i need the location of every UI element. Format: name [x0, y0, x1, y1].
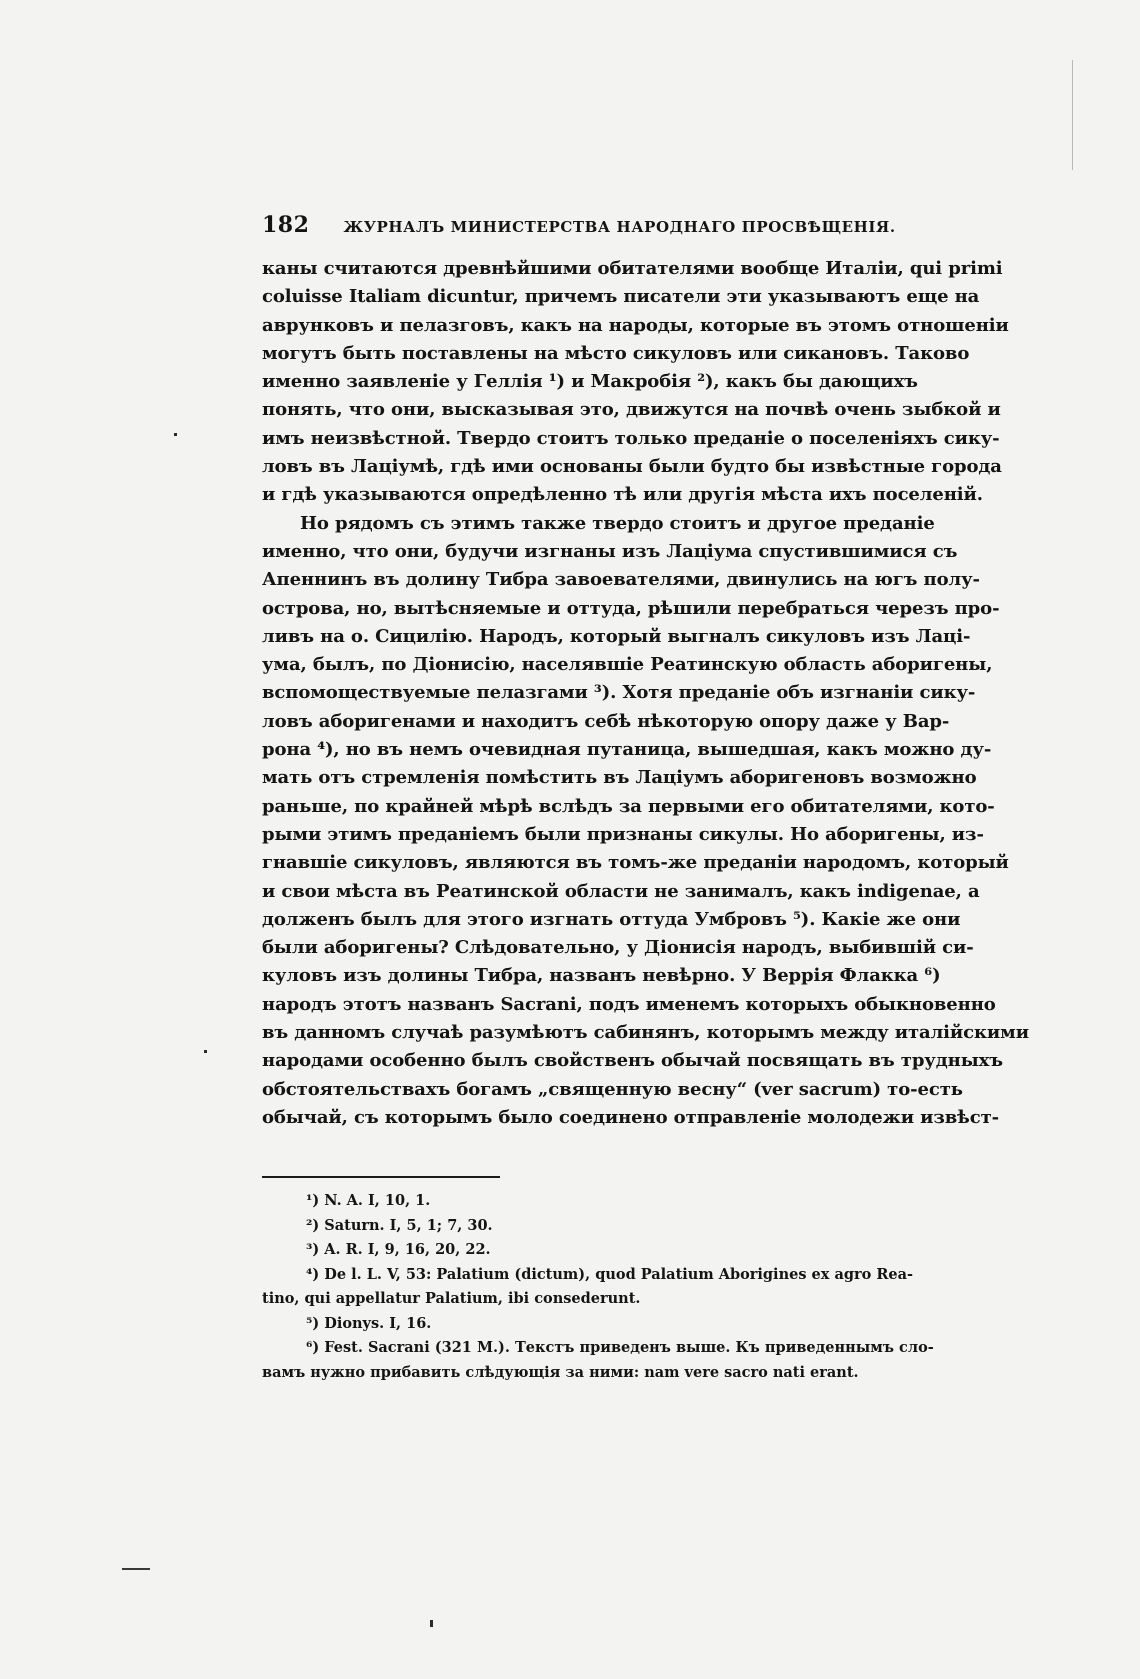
text-line: ливъ на о. Сицилію. Народъ, который выгналъ сикуловъ изъ Лаці- [262, 625, 971, 647]
text-line: рона ⁴), но въ немъ очевидная путаница, вышедшая, какъ можно ду- [262, 739, 992, 761]
text-line: именно заявленіе у Геллія ¹) и Макробія ²), какъ бы дающихъ [262, 371, 918, 393]
text-line: гнавшіе сикуловъ, являются въ томъ-же преданіи народомъ, который [262, 852, 1009, 874]
text-line: и гдѣ указываются опредѣленно тѣ или другія мѣста ихъ поселеній. [262, 484, 983, 506]
text-line: и свои мѣста въ Реатинской области не занималъ, какъ indigenae, а [262, 880, 980, 902]
text-line: вспомоществуемые пелазгами ³). Хотя преданіе объ изгнаніи сику- [262, 682, 976, 704]
scan-speck [430, 1620, 433, 1627]
scan-speck [174, 433, 177, 436]
text-line: ловъ въ Лаціумѣ, гдѣ ими основаны были будто бы извѣстные города [262, 456, 1002, 478]
footnote-1: ¹) N. A. I, 10, 1. [306, 1192, 431, 1209]
body-text [262, 255, 1029, 1132]
text-line: могутъ быть поставлены на мѣсто сикуловъ или сикановъ. Таково [262, 342, 970, 364]
text-line: coluisse Italiam dicuntur, причемъ писатели эти указываютъ еще на [262, 286, 980, 308]
text-line: были аборигены? Слѣдовательно, у Діонисія народъ, выбившій си- [262, 937, 974, 959]
running-head: ЖУРНАЛЪ МИНИСТЕРСТВА НАРОДНАГО ПРОСВѢЩЕНІЯ. [343, 218, 896, 236]
text-line: народъ этотъ названъ Sacrani, подъ именемъ которыхъ обыкновенно [262, 993, 996, 1015]
footnote-4: ⁴) De l. L. V, 53: Palatium (dictum), quod Palatium Aborigines ex agro Rea- [306, 1265, 914, 1283]
text-line: каны считаются древнѣйшими обитателями вообще Италіи, qui primi [262, 258, 1003, 279]
scan-speck [204, 1050, 207, 1053]
footnote-5: ⁵) Dionys. I, 16. [306, 1314, 432, 1332]
text-line: именно, что они, будучи изгнаны изъ Лаціума спустившимися съ [262, 540, 958, 562]
text-line: обычай, съ которымъ было соединено отправленіе молодежи извѣст- [262, 1106, 1000, 1128]
text-line: народами особенно былъ свойственъ обычай посвящать въ трудныхъ [262, 1050, 1003, 1072]
text-line: долженъ былъ для этого изгнать оттуда Умбровъ ⁵). Какіе же они [262, 908, 961, 930]
text-line: острова, но, вытѣсняемые и оттуда, рѣшили перебраться черезъ про- [262, 597, 1000, 619]
text-line: понять, что они, высказывая это, движутся на почвѣ очень зыбкой и [262, 399, 1001, 421]
scan-mark [122, 1568, 150, 1570]
text-line: въ данномъ случаѣ разумѣютъ сабинянъ, которымъ между италійскими [262, 1022, 1029, 1044]
text-line: куловъ изъ долины Тибра, названъ невѣрно. У Веррія Флакка ⁶) [262, 965, 941, 987]
page-number: 182 [262, 212, 310, 238]
text-line: ума, былъ, по Діонисію, населявшіе Реатинскую область аборигены, [262, 654, 993, 676]
text-line: ловъ аборигенами и находитъ себѣ нѣкоторую опору даже у Вар- [262, 710, 950, 732]
text-line: аврунковъ и пелазговъ, какъ на народы, которые въ этомъ отношеніи [262, 314, 1009, 336]
text-line: Апеннинъ въ долину Тибра завоевателями, двинулись на югъ полу- [262, 569, 980, 591]
footnote-2: ²) Saturn. I, 5, 1; 7, 30. [306, 1216, 493, 1234]
footnote-6-continued: вамъ нужно прибавить слѣдующія за ними: nam vere sacro nati erant. [262, 1363, 859, 1381]
footnotes [262, 1189, 1022, 1385]
text-line: обстоятельствахъ богамъ „священную весну“ (ver sacrum) то-есть [262, 1078, 963, 1100]
footnote-4-continued: tino, qui appellatur Palatium, ibi consederunt. [262, 1290, 641, 1307]
scan-edge-line [1072, 60, 1073, 170]
text-line: мать отъ стремленія помѣстить въ Лаціумъ аборигеновъ возможно [262, 767, 977, 789]
text-line: рыми этимъ преданіемъ были признаны сикулы. Но аборигены, из- [262, 823, 984, 845]
footnote-6: ⁶) Fest. Sacrani (321 M.). Текстъ приведенъ выше. Къ приведеннымъ сло- [306, 1339, 934, 1356]
page-header [262, 212, 914, 238]
footnote-3: ³) A. R. I, 9, 16, 20, 22. [306, 1241, 491, 1258]
footnote-divider [262, 1176, 500, 1178]
text-line: имъ неизвѣстной. Твердо стоитъ только преданіе о поселеніяхъ сику- [262, 427, 1000, 449]
text-line: раньше, по крайней мѣрѣ вслѣдъ за первыми его обитателями, кото- [262, 795, 995, 817]
paragraph-start-line: Но рядомъ съ этимъ также твердо стоитъ и другое преданіе [300, 512, 935, 534]
